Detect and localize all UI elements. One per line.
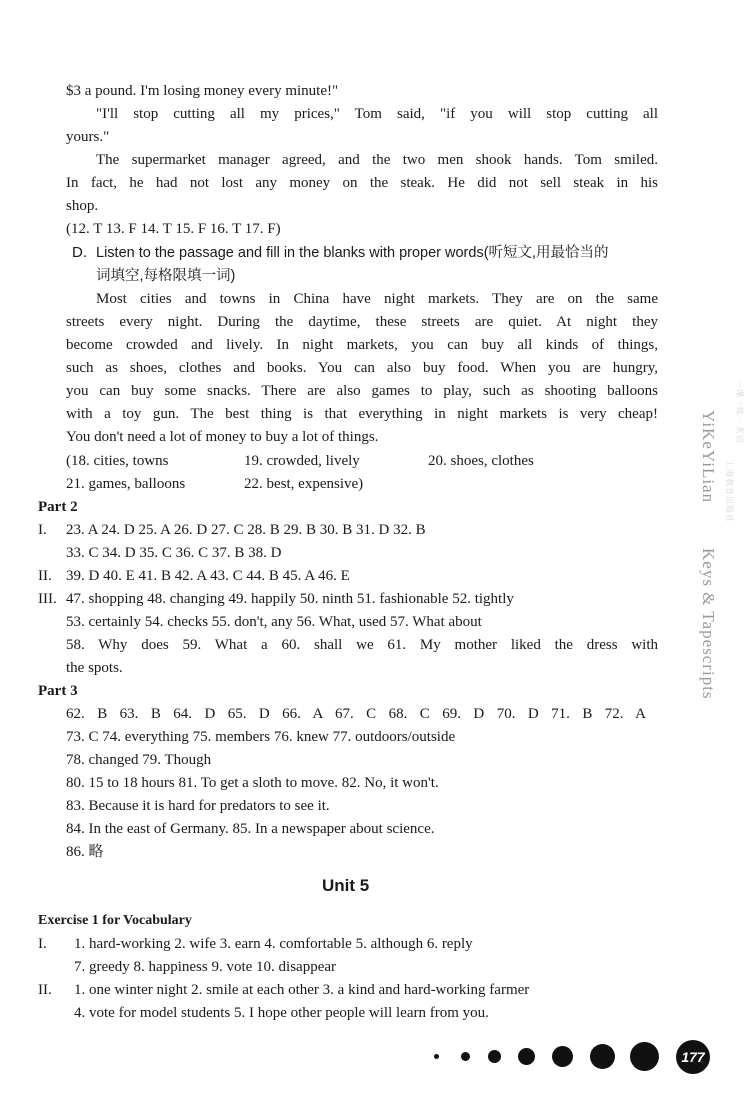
footer-dot-1 <box>434 1054 439 1059</box>
part-2-roman-2: II. <box>38 568 52 584</box>
part-2-roman-1: I. <box>38 522 47 538</box>
passage-line-2: streets every night. During the daytime, these streets are quiet. At night they <box>66 314 658 330</box>
unit-5-i-line-2: 7. greedy 8. happiness 9. vote 10. disappear <box>74 959 337 975</box>
footer-dot-3 <box>488 1050 501 1063</box>
part-2-roman-3: III. <box>38 591 57 607</box>
part-2-i-line-1: 23. A 24. D 25. A 26. D 27. C 28. B 29. B 30. B 31. D 32. B <box>66 522 426 538</box>
story-line-1: $3 a pound. I'm losing money every minute!" <box>66 83 339 99</box>
side-keys-title: Keys & Tapescripts <box>699 548 718 700</box>
answers-20: 20. shoes, clothes <box>428 453 534 469</box>
unit-5-roman-2: II. <box>38 982 52 998</box>
part-3-heading: Part 3 <box>38 683 78 699</box>
story-line-2: "I'll stop cutting all my prices," Tom said, "if you will stop cutting all <box>96 106 658 122</box>
part-3-line-5: 83. Because it is hard for predators to see it. <box>66 798 330 814</box>
part-2-iii-line-3: 58. Why does 59. What a 60. shall we 61. My mother liked the dress with <box>66 637 658 653</box>
passage-line-7: You don't need a lot of money to buy a lot of things. <box>66 429 379 445</box>
part-2-iii-line-1: 47. shopping 48. changing 49. happily 50. ninth 51. fashionable 52. tightly <box>66 591 514 607</box>
answers-18: (18. cities, towns <box>66 453 169 469</box>
footer-dot-7 <box>630 1042 659 1071</box>
part-3-line-1: 62. B 63. B 64. D 65. D 66. A 67. C 68. C 69. D 70. D 71. B 72. A <box>66 706 646 722</box>
part-2-heading: Part 2 <box>38 499 78 515</box>
unit-5-ii-line-2: 4. vote for model students 5. I hope other people will learn from you. <box>74 1005 489 1021</box>
side-faint-text-2: 上海教育出版社 <box>725 460 734 523</box>
story-line-5: In fact, he had not lost any money on the steak. He did not sell steak in his <box>66 175 658 191</box>
passage-line-1: Most cities and towns in China have night markets. They are on the same <box>96 291 658 307</box>
part-3-line-7: 86. 略 <box>66 844 104 860</box>
unit-5-ii-line-1: 1. one winter night 2. smile at each other 3. a kind and hard-working farmer <box>74 982 530 998</box>
part-2-iii-line-2: 53. certainly 54. checks 55. don't, any 56. What, used 57. What about <box>66 614 482 630</box>
footer-dot-6 <box>590 1044 615 1069</box>
footer-dot-5 <box>552 1046 573 1067</box>
section-d-instruction-1: Listen to the passage and fill in the blanks with proper words(听短文,用最恰当的 <box>96 245 609 261</box>
answers-22: 22. best, expensive) <box>244 476 364 492</box>
part-2-ii-line-1: 39. D 40. E 41. B 42. A 43. C 44. B 45. A 46. E <box>66 568 350 584</box>
story-line-4: The supermarket manager agreed, and the two men shook hands. Tom smiled. <box>96 152 658 168</box>
part-2-i-line-2: 33. C 34. D 35. C 36. C 37. B 38. D <box>66 545 282 561</box>
answers-12-17: (12. T 13. F 14. T 15. F 16. T 17. F) <box>66 221 281 237</box>
side-series-title: YiKeYiLian <box>699 410 718 504</box>
footer-dot-4 <box>518 1048 535 1065</box>
passage-line-3: become crowded and lively. In night markets, you can buy all kinds of things, <box>66 337 658 353</box>
section-d-instruction-2: 词填空,每格限填一词) <box>96 268 236 284</box>
footer-dot-2 <box>461 1052 470 1061</box>
section-d-label: D. <box>72 244 87 261</box>
unit-5-i-line-1: 1. hard-working 2. wife 3. earn 4. comfortable 5. although 6. reply <box>74 936 473 952</box>
side-faint-text-1: 一课一练 · 英语 <box>735 380 744 444</box>
exercise-heading: Exercise 1 for Vocabulary <box>38 913 192 928</box>
answers-19: 19. crowded, lively <box>244 453 360 469</box>
unit-5-title: Unit 5 <box>322 876 370 895</box>
answers-21: 21. games, balloons <box>66 476 186 492</box>
part-3-line-3: 78. changed 79. Though <box>66 752 212 768</box>
page-number: 177 <box>676 1040 710 1074</box>
part-3-line-6: 84. In the east of Germany. 85. In a newspaper about science. <box>66 821 435 837</box>
passage-line-6: with a toy gun. The best thing is that everything in night markets is very cheap! <box>66 406 658 422</box>
passage-line-5: you can buy some snacks. There are also games to play, such as shooting balloons <box>66 383 658 399</box>
unit-5-roman-1: I. <box>38 936 47 952</box>
part-3-line-4: 80. 15 to 18 hours 81. To get a sloth to move. 82. No, it won't. <box>66 775 439 791</box>
story-line-3: yours." <box>66 129 110 145</box>
part-3-line-2: 73. C 74. everything 75. members 76. knew 77. outdoors/outside <box>66 729 456 745</box>
part-2-iii-line-4: the spots. <box>66 660 123 676</box>
passage-line-4: such as shoes, clothes and books. You can also buy food. When you are hungry, <box>66 360 658 376</box>
story-line-6: shop. <box>66 198 99 214</box>
